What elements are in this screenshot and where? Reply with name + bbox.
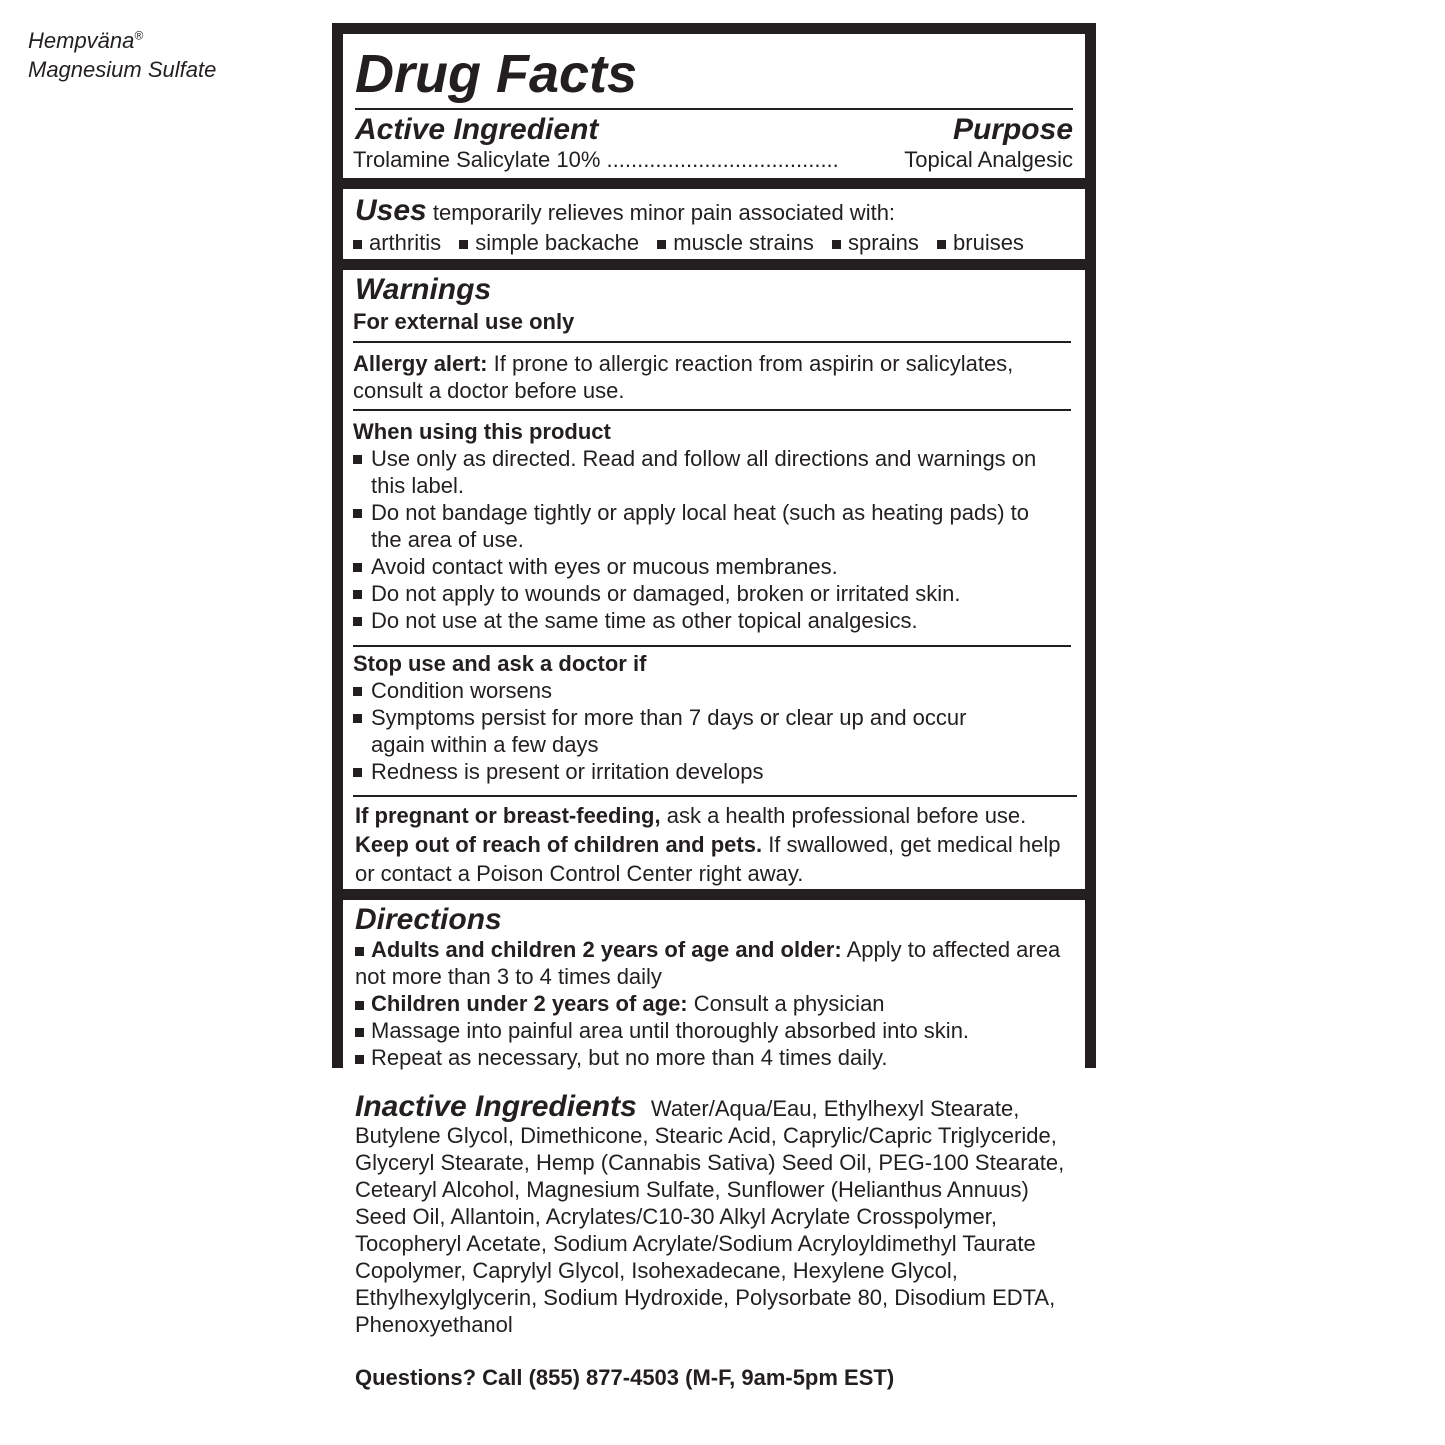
bullet-icon (937, 240, 946, 249)
list-item: Condition worsens (353, 677, 980, 704)
uses-item: muscle strains (657, 230, 814, 255)
brand-block (28, 26, 216, 84)
bullet-icon (353, 509, 362, 518)
directions-massage: Massage into painful area until thoroughly absorbed into skin. (355, 1017, 1071, 1044)
uses-item: bruises (937, 230, 1024, 255)
pregnancy-warning (355, 801, 1073, 830)
uses-text: temporarily relieves minor pain associated with: (432, 200, 896, 225)
list-item: Redness is present or irritation develops (353, 758, 980, 785)
uses-item: sprains (832, 230, 919, 255)
when-using-heading: When using this product (353, 419, 611, 444)
list-item: Do not use at the same time as other topical analgesics. (353, 607, 1045, 634)
allergy-text: If prone to allergic reaction from aspirin or salicylates, consult a doctor before use. (353, 351, 1014, 403)
bullet-icon (353, 768, 362, 777)
brand-name: Hempväna (28, 28, 135, 53)
directions-list (355, 936, 1071, 1071)
inactive-list: Water/Aqua/Eau, Ethylhexyl Stearate, Butylene Glycol, Dimethicone, Stearic Acid, Caprylic/Capric Triglyceride, Glyceryl Stearate, Hemp (Cannabis Sativa) Seed Oil, PEG-100 Stearate, Cetearyl Alcohol, Magnesium Sulfate, Sunflower (Helianthus Annuus) Seed Oil, Allantoin, Acrylates/C10-30 Alkyl Acrylate Crosspolymer, Tocopheryl Acetate, Sodium Acrylate/Sodium Acryloyldimethyl Taurate Copolymer, Caprylyl Glycol, Isohexadecane, Hexylene Glycol, Ethylhexylglycerin, Sodium Hydroxide, Polysorbate 80, Disodium EDTA, Phenoxyethanol (355, 1096, 1065, 1337)
inactive-ingredients-text (355, 1090, 1075, 1338)
keep-out-warning (355, 830, 1073, 888)
bullet-icon (459, 240, 468, 249)
uses-panel (343, 189, 1085, 259)
list-item: Do not bandage tightly or apply local heat (such as heating pads) to the area of use. (353, 499, 1045, 553)
when-using-list (353, 445, 1045, 634)
bullet-icon (353, 590, 362, 599)
registered-mark: ® (134, 28, 144, 43)
leader-dots: ...................................... (600, 147, 839, 172)
uses-item: simple backache (459, 230, 639, 255)
bullet-icon (353, 714, 362, 723)
directions-children: Children under 2 years of age: Consult a physician (355, 990, 1071, 1017)
bullet-icon (353, 687, 362, 696)
warnings-panel (343, 270, 1085, 889)
list-item: Avoid contact with eyes or mucous membranes. (353, 553, 1045, 580)
uses-line (355, 194, 896, 227)
list-item: Symptoms persist for more than 7 days or clear up and occur again within a few days (353, 704, 980, 758)
pregnant-text: ask a health professional before use. (666, 803, 1027, 828)
bullet-icon (353, 617, 362, 626)
questions-panel (343, 1354, 1085, 1404)
directions-heading: Directions (355, 903, 502, 936)
inactive-heading: Inactive Ingredients (355, 1090, 637, 1123)
pregnancy-and-children (355, 801, 1073, 888)
when-using-divider (353, 645, 1071, 647)
list-item: Do not apply to wounds or damaged, broken or irritated skin. (353, 580, 1045, 607)
keep-out-text: If swallowed, get medical help or contact a Poison Control Center right away. (355, 832, 1061, 886)
allergy-label: Allergy alert: (353, 351, 488, 376)
stop-use-list (353, 677, 980, 785)
bullet-icon (832, 240, 841, 249)
purpose-heading: Purpose (952, 113, 1073, 146)
bullet-icon (355, 947, 364, 956)
bullet-icon (353, 563, 362, 572)
warnings-divider (353, 341, 1071, 343)
allergy-divider (353, 409, 1071, 411)
drug-facts-title: Drug Facts (355, 44, 638, 104)
active-ingredient-heading: Active Ingredient (355, 113, 599, 146)
keep-out-label: Keep out of reach of children and pets. (355, 832, 763, 857)
title-divider (355, 108, 1073, 110)
external-use-text: For external use only (353, 309, 575, 334)
uses-item: arthritis (353, 230, 441, 255)
ingredient-name: Trolamine Salicylate 10% (353, 147, 601, 172)
bullet-icon (355, 1028, 364, 1037)
product-name: Magnesium Sulfate (28, 57, 217, 82)
bullet-icon (353, 240, 362, 249)
uses-heading: Uses (355, 194, 427, 227)
bullet-icon (355, 1055, 364, 1064)
allergy-alert (353, 350, 1073, 404)
purpose-value: Topical Analgesic (898, 146, 1073, 173)
directions-adults: Adults and children 2 years of age and older: Apply to affected area not more than 3 to 4 times daily (355, 937, 1061, 989)
directions-panel (343, 900, 1085, 1076)
bullet-icon (353, 455, 362, 464)
list-item: Use only as directed. Read and follow all directions and warnings on this label. (353, 445, 1045, 499)
directions-repeat: Repeat as necessary, but no more than 4 times daily. (355, 1044, 1071, 1071)
drug-facts-label (332, 23, 1096, 1390)
active-ingredient-panel (343, 34, 1085, 178)
stop-use-divider (353, 795, 1077, 797)
uses-list (353, 229, 1024, 256)
stop-use-heading: Stop use and ask a doctor if (353, 651, 647, 676)
bullet-icon (355, 1001, 364, 1010)
inactive-ingredients-panel (343, 1087, 1085, 1343)
questions-text: Questions? Call (855) 877-4503 (M-F, 9am-5pm EST) (355, 1365, 895, 1390)
pregnant-label: If pregnant or breast-feeding, (355, 803, 661, 828)
warnings-heading: Warnings (355, 273, 492, 306)
bullet-icon (657, 240, 666, 249)
